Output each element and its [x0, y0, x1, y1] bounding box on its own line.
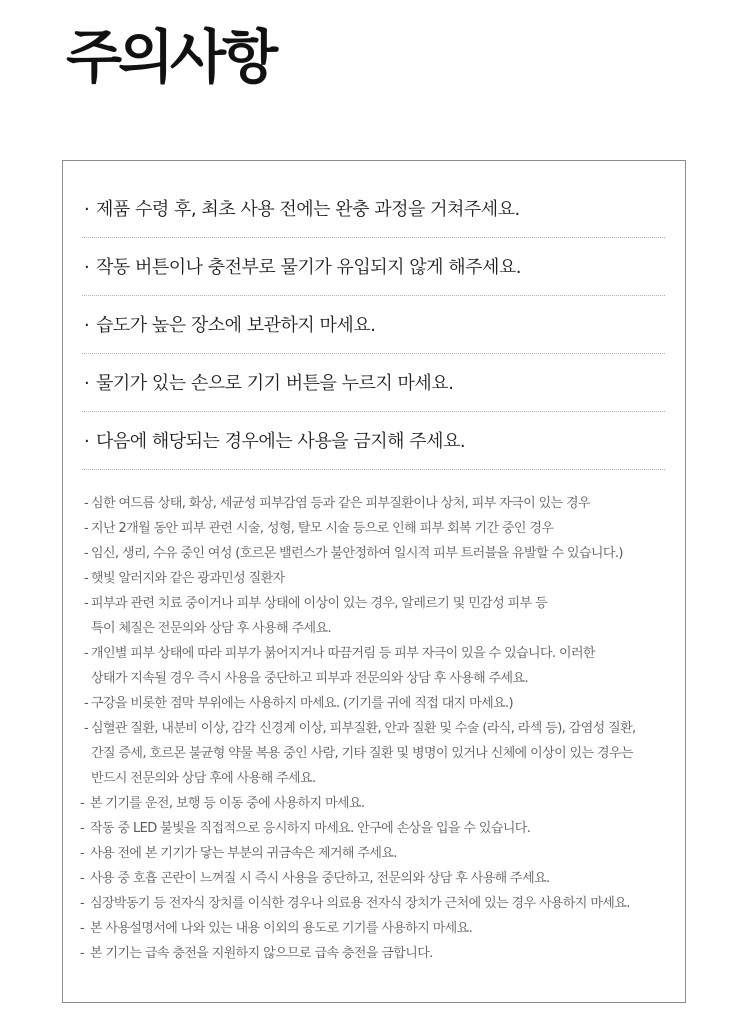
dash: -	[80, 821, 85, 836]
condition-item	[84, 541, 677, 566]
prohibited-conditions-list	[84, 491, 677, 791]
bullet: ·	[84, 257, 90, 278]
dash: -	[84, 696, 89, 711]
caution-text: 본 사용설명서에 나와 있는 내용 이외의 용도로 기기를 사용하지 마세요.	[90, 921, 473, 936]
notice-item	[82, 238, 665, 296]
dash: -	[84, 521, 89, 536]
notice-item	[82, 180, 665, 238]
text-line: 상태가 지속될 경우 즉시 사용을 중단하고 피부과 전문의와 상담 후 사용해 주세요.	[91, 671, 529, 686]
bullet: ·	[84, 431, 90, 452]
condition-item	[84, 691, 677, 716]
notice-item	[82, 412, 665, 470]
caution-item	[80, 891, 677, 916]
bullet: ·	[84, 373, 90, 394]
dash: -	[84, 496, 89, 511]
condition-text	[91, 541, 623, 566]
condition-text	[91, 716, 636, 791]
caution-item	[80, 841, 677, 866]
text-line: 간질 증세, 호르몬 불균형 약물 복용 중인 사람, 기타 질환 및 병명이 있거나 신체에 이상이 있는 경우는	[91, 746, 633, 761]
notice-text: 작동 버튼이나 충전부로 물기가 유입되지 않게 해주세요.	[96, 257, 521, 278]
notice-text: 습도가 높은 장소에 보관하지 마세요.	[96, 315, 376, 336]
condition-item	[84, 641, 677, 691]
bullet: ·	[84, 315, 90, 336]
bullet: ·	[84, 199, 90, 220]
caution-item	[80, 816, 677, 841]
condition-item	[84, 716, 677, 791]
caution-item	[80, 916, 677, 941]
main-notice-list	[82, 180, 665, 470]
caution-text: 본 기기를 운전, 보행 등 이동 중에 사용하지 마세요.	[90, 796, 365, 811]
notice-text: 물기가 있는 손으로 기기 버튼을 누르지 마세요.	[96, 373, 454, 394]
text-line: 햇빛 알러지와 같은 광과민성 질환자	[91, 571, 285, 586]
condition-text	[91, 641, 595, 691]
page-title: 주의사항	[66, 23, 275, 91]
text-line: 지난 2개월 동안 피부 관련 시술, 성형, 탈모 시술 등으로 인해 피부 회복 기간 중인 경우	[91, 521, 554, 536]
condition-text	[91, 516, 553, 541]
general-cautions-list	[80, 791, 677, 966]
dash: -	[80, 946, 85, 961]
text-line: 임신, 생리, 수유 중인 여성 (호르몬 밸런스가 불안정하여 일시적 피부 트러블을 유발할 수 있습니다.)	[91, 546, 623, 561]
condition-item	[84, 516, 677, 541]
dash: -	[84, 546, 89, 561]
dash: -	[84, 596, 89, 611]
text-line: 피부과 관련 치료 중이거나 피부 상태에 이상이 있는 경우, 알레르기 및 민감성 피부 등	[91, 596, 548, 611]
dash: -	[80, 871, 85, 886]
text-line: 심한 여드름 상태, 화상, 세균성 피부감염 등과 같은 피부질환이나 상처, 피부 자극이 있는 경우	[91, 496, 590, 511]
dash: -	[80, 896, 85, 911]
condition-item	[84, 491, 677, 516]
dash: -	[84, 721, 89, 736]
caution-text: 작동 중 LED 불빛을 직접적으로 응시하지 마세요. 안구에 손상을 입을 수 있습니다.	[90, 821, 531, 836]
caution-details	[80, 491, 677, 966]
condition-item	[84, 591, 677, 641]
caution-text: 사용 전에 본 기기가 닿는 부분의 귀금속은 제거해 주세요.	[90, 846, 397, 861]
caution-text: 사용 중 호흡 곤란이 느껴질 시 즉시 사용을 중단하고, 전문의와 상담 후 사용해 주세요.	[90, 871, 550, 886]
dash: -	[80, 796, 85, 811]
text-line: 심혈관 질환, 내분비 이상, 감각 신경계 이상, 피부질환, 안과 질환 및 수술 (라식, 라섹 등), 감염성 질환,	[91, 721, 636, 736]
condition-item	[84, 566, 677, 591]
caution-text: 심장박동기 등 전자식 장치를 이식한 경우나 의료용 전자식 장치가 근처에 있는 경우 사용하지 마세요.	[90, 896, 630, 911]
dash: -	[80, 846, 85, 861]
condition-text	[91, 591, 547, 641]
dash: -	[80, 921, 85, 936]
caution-box	[62, 160, 686, 1003]
condition-text	[91, 491, 590, 516]
caution-item	[80, 791, 677, 816]
caution-item	[80, 941, 677, 966]
notice-text: 다음에 해당되는 경우에는 사용을 금지해 주세요.	[96, 431, 466, 452]
dash: -	[84, 646, 89, 661]
caution-item	[80, 866, 677, 891]
notice-text: 제품 수령 후, 최초 사용 전에는 완충 과정을 거쳐주세요.	[96, 199, 520, 220]
notice-item	[82, 354, 665, 412]
text-line: 특이 체질은 전문의와 상담 후 사용해 주세요.	[91, 621, 331, 636]
notice-item	[82, 296, 665, 354]
text-line: 구강을 비롯한 점막 부위에는 사용하지 마세요. (기기를 귀에 직접 대지 마세요.)	[91, 696, 514, 711]
caution-text: 본 기기는 급속 충전을 지원하지 않으므로 급속 충전을 금합니다.	[90, 946, 433, 961]
dash: -	[84, 571, 89, 586]
condition-text	[91, 566, 285, 591]
text-line: 개인별 피부 상태에 따라 피부가 붉어지거나 따끔거림 등 피부 자극이 있을 수 있습니다. 이러한	[91, 646, 595, 661]
condition-text	[91, 691, 513, 716]
text-line: 반드시 전문의와 상담 후에 사용해 주세요.	[91, 771, 316, 786]
